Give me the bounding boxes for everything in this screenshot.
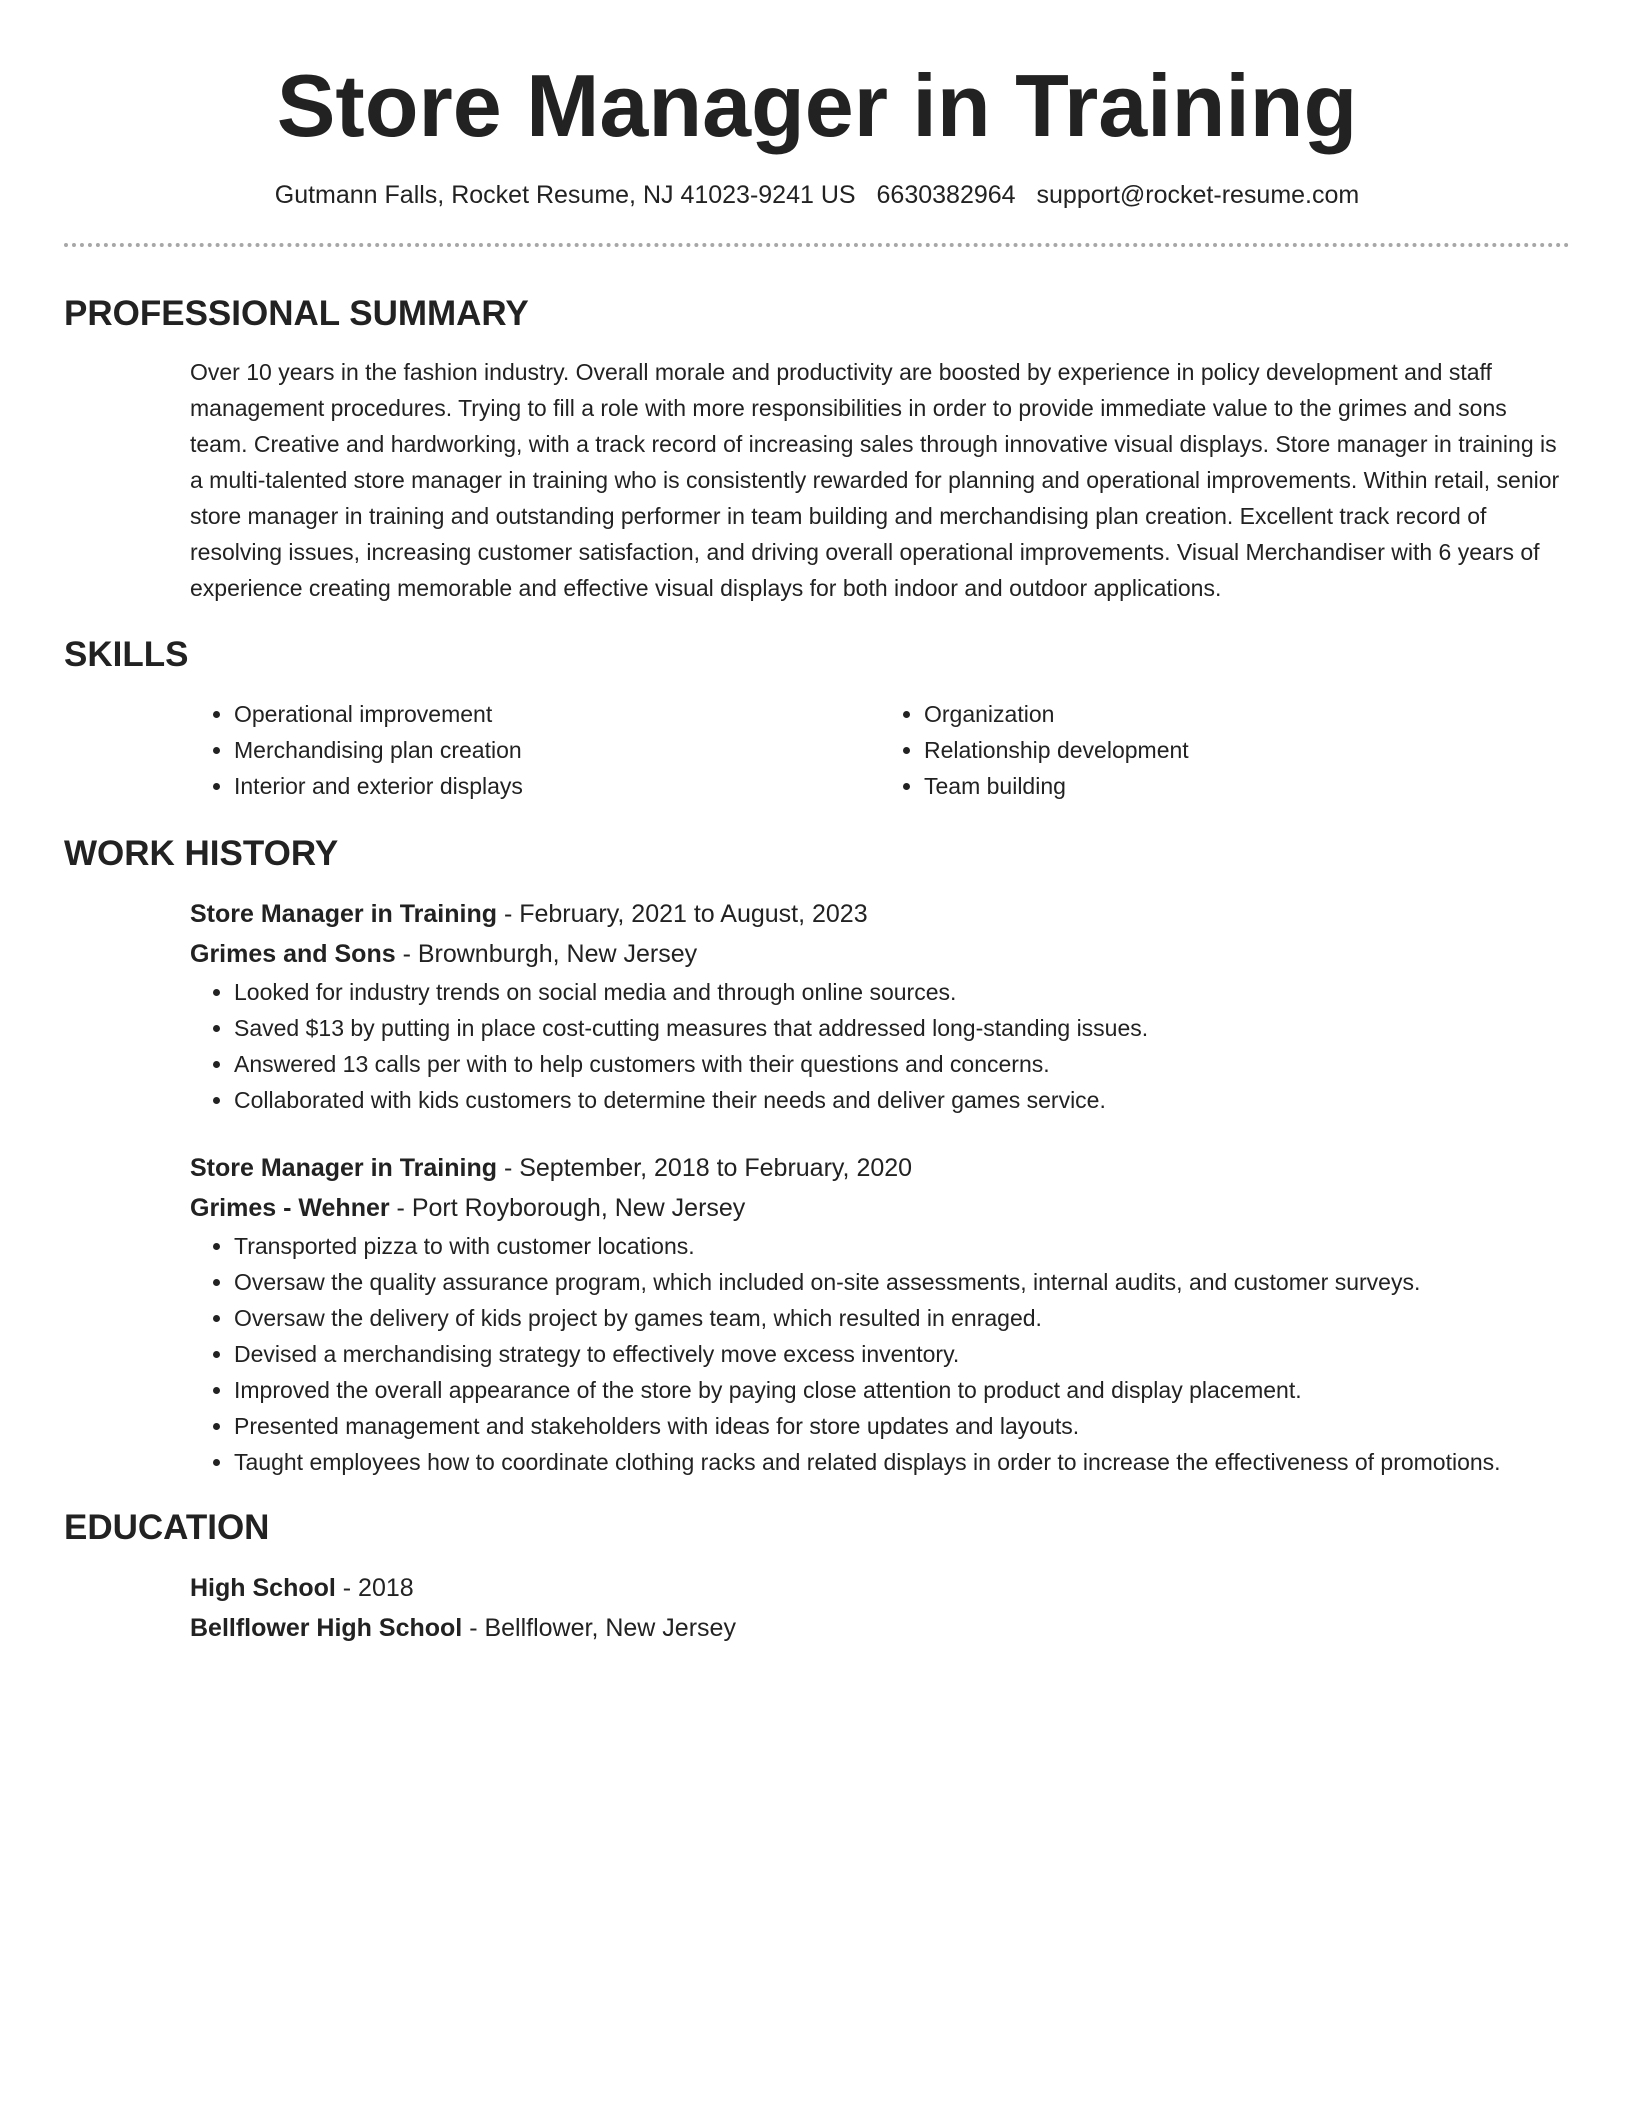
education-school: Bellflower High School [190, 1614, 463, 1642]
summary-section [64, 292, 1570, 606]
job-location: - Port Royborough, New Jersey [389, 1194, 746, 1222]
job-dates: - February, 2021 to August, 2023 [497, 900, 868, 928]
job-bullet: • Transported pizza to with customer locations. [234, 1228, 1570, 1264]
education-entry [190, 1568, 1570, 1648]
education-location: - Bellflower, New Jersey [462, 1614, 736, 1642]
job-entry [190, 1148, 1570, 1480]
job-role: Store Manager in Training [190, 1154, 497, 1182]
job-title-line [190, 894, 1570, 934]
education-school-line [190, 1608, 1570, 1648]
job-bullet: • Looked for industry trends on social media and through online sources. [234, 974, 1570, 1010]
work-section [64, 832, 1570, 1480]
job-bullet: • Devised a merchandising strategy to effectively move excess inventory. [234, 1336, 1570, 1372]
education-section [64, 1506, 1570, 1648]
resume-page [64, 0, 1570, 1648]
skills-list-left [190, 696, 880, 804]
job-bullet: • Oversaw the quality assurance program, which included on-site assessments, internal audits, and customer surveys. [234, 1264, 1570, 1300]
resume-name: Store Manager in Training [276, 56, 1358, 155]
education-degree-line [190, 1568, 1570, 1608]
summary-text: Over 10 years in the fashion industry. Overall morale and productivity are boosted by experience in policy development and staff management procedures. Trying to fill a role with more responsibilities in order to provide immediate value to the grimes and sons team. Creative and hardworking, with a track record of increasing sales through innovative visual displays. Store manager in training is a multi-talented store manager in training who is consistently rewarded for planning and operational improvements. Within retail, senior store manager in training and outstanding performer in team building and merchandising plan creation. Excellent track record of resolving issues, increasing customer satisfaction, and driving overall operational improvements. Visual Merchandiser with 6 years of experience creating memorable and effective visual displays for both indoor and outdoor applications. [190, 359, 1560, 601]
job-bullets [190, 1228, 1570, 1480]
skills-grid [190, 696, 1570, 804]
job-entry [190, 894, 1570, 1118]
job-company: Grimes - Wehner [190, 1194, 390, 1222]
job-company: Grimes and Sons [190, 940, 396, 968]
job-role: Store Manager in Training [190, 900, 497, 928]
contact-email[interactable]: support@rocket-resume.com [1036, 181, 1360, 209]
header-divider [64, 243, 1570, 247]
job-location: - Brownburgh, New Jersey [395, 940, 698, 968]
job-bullet: • Oversaw the delivery of kids project by games team, which resulted in enraged. [234, 1300, 1570, 1336]
contact-line [64, 178, 1570, 212]
skills-list-right [880, 696, 1570, 804]
education-year: - 2018 [335, 1574, 414, 1602]
skill-item: • Operational improvement [234, 696, 880, 732]
job-company-line [190, 1188, 1570, 1228]
skill-item: • Organization [924, 696, 1570, 732]
job-bullet: • Collaborated with kids customers to determine their needs and deliver games service. [234, 1082, 1570, 1118]
skill-item: • Team building [924, 768, 1570, 804]
work-heading: WORK HISTORY [64, 834, 339, 873]
education-heading: EDUCATION [64, 1508, 270, 1547]
education-degree: High School [190, 1574, 336, 1602]
job-bullet: • Taught employees how to coordinate clothing racks and related displays in order to increase the effectiveness of promotions. [234, 1444, 1570, 1480]
skill-item: • Merchandising plan creation [234, 732, 880, 768]
job-bullet: • Answered 13 calls per with to help customers with their questions and concerns. [234, 1046, 1570, 1082]
skill-item: • Relationship development [924, 732, 1570, 768]
job-bullets [190, 974, 1570, 1118]
job-bullet: • Improved the overall appearance of the store by paying close attention to product and display placement. [234, 1372, 1570, 1408]
skills-section [64, 633, 1570, 804]
skill-item: • Interior and exterior displays [234, 768, 880, 804]
job-bullet: • Presented management and stakeholders with ideas for store updates and layouts. [234, 1408, 1570, 1444]
summary-heading: PROFESSIONAL SUMMARY [64, 294, 529, 333]
contact-address: Gutmann Falls, Rocket Resume, NJ 41023-9241 US [274, 181, 856, 209]
job-bullet: • Saved $13 by putting in place cost-cutting measures that addressed long-standing issues. [234, 1010, 1570, 1046]
contact-phone: 6630382964 [876, 181, 1016, 209]
job-company-line [190, 934, 1570, 974]
job-dates: - September, 2018 to February, 2020 [497, 1154, 913, 1182]
job-title-line [190, 1148, 1570, 1188]
skills-heading: SKILLS [64, 635, 189, 674]
